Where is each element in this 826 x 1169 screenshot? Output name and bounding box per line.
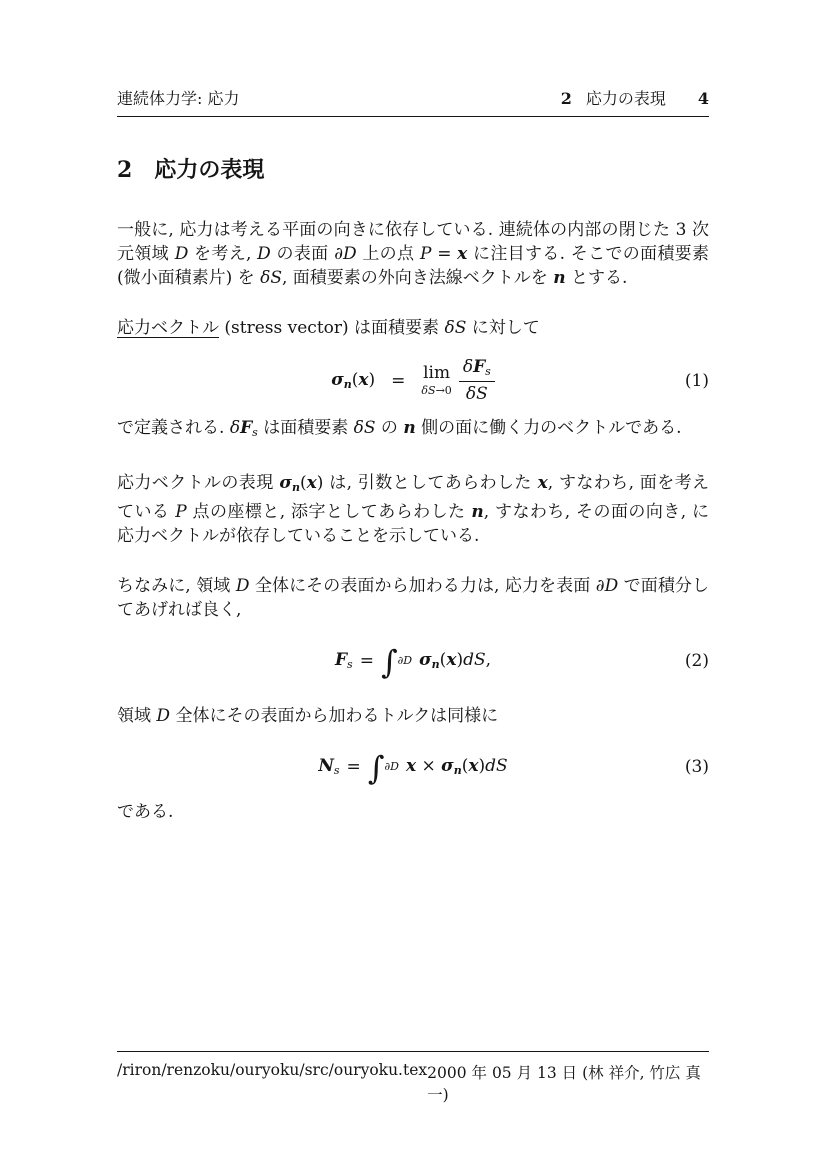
text-segment: 応力ベクトル [117,318,219,338]
text-segment: δ [229,417,241,438]
equation-3-content [318,748,508,787]
text-segment: ( [351,370,359,391]
text-segment: D [257,244,271,264]
header-section-number: 2 [560,89,572,108]
text-segment: ) [456,650,464,671]
text-segment: δS [444,318,467,338]
section-number: 2 [117,157,133,183]
text-segment: x [358,370,369,391]
text-segment: dS [463,650,486,671]
text-segment: 上の点 [356,244,421,264]
text-segment: ( [439,650,447,671]
equation-3-number: (3) [684,756,709,777]
eq1-fraction-numerator [459,358,495,381]
text-segment: 一般に, 応力は考える平面の向きに依存している. 連続体の内部の閉じた [117,220,676,240]
section-heading [117,153,709,184]
text-segment: F [334,650,348,671]
text-segment: δS [353,417,376,438]
header-right [561,86,709,109]
text-segment: s [485,365,491,378]
paragraph-closing [117,800,709,824]
text-segment: P [175,501,187,522]
text-segment: n [471,501,484,522]
text-segment: × [416,756,442,777]
text-segment: である. [117,801,174,822]
text-segment: ∂D [334,244,357,264]
equation-1-number: (1) [684,370,709,391]
text-segment: (stress vector) は面積要素 [219,318,445,338]
text-segment: F [473,357,486,377]
paragraph-dependence [117,471,709,548]
footer-date-authors: 2000 年 05 月 13 日 (林 祥介, 竹広 真一) [427,1064,701,1104]
text-segment: 点の座標と, 添字としてあらわした [186,501,472,522]
text-segment: ) [478,756,486,777]
text-segment: σ [331,370,344,391]
text-segment: 領域 [117,705,157,726]
text-segment: , 面積要素の外向き法線ベクトルを [281,268,554,288]
text-segment: , すなわち, その面の向き, に応力ベクトルが依存していることを示している. [117,501,709,546]
text-segment: dS [485,756,508,777]
eq2-integrand [419,650,491,671]
section-title-text: 応力の表現 [154,157,265,183]
text-segment: σ [419,650,432,671]
text-segment: 側の面に働く力のベクトルである. [415,417,682,438]
paragraph-intro [117,218,709,290]
text-segment: ちなみに, 領域 [117,575,236,596]
eq3-integral-domain [384,760,399,773]
equation-2-number: (2) [684,650,709,671]
text-segment: で面積分してあげれば良く, [117,575,709,620]
text-segment: x [457,244,468,264]
paragraph-stress-vector-def [117,316,709,340]
text-segment: n [291,480,300,494]
page-footer [117,1051,709,1105]
paragraph-total-force [117,574,709,622]
eq3-lhs [318,756,339,777]
eq2-equals: = [359,650,374,671]
text-segment: D [235,575,250,596]
text-segment: s [252,425,258,439]
eq2-lhs [335,650,353,671]
text-segment: x [446,650,457,671]
text-segment: F [240,417,253,438]
footer-file-path: /riron/renzoku/ouryoku/src/ouryoku.tex [117,1061,428,1079]
text-segment: の [375,417,404,438]
text-segment: で定義される. [117,417,230,438]
text-segment: ∂D [595,575,619,596]
text-segment: ) [368,370,376,391]
text-segment: δS [465,384,488,405]
text-segment: D [174,244,189,264]
text-segment: x [468,756,479,777]
text-segment: , [485,650,492,671]
text-segment: D [156,705,171,726]
text-segment: x [306,472,317,493]
header-doc-title: 連続体力学: 応力 [117,89,240,108]
header-section-title: 応力の表現 [585,89,666,108]
text-segment: を考え, [188,244,258,264]
text-segment: 3 [675,220,687,240]
text-segment: N [318,756,334,777]
eq1-lim-label: lim [423,362,451,383]
header-rule [117,116,709,117]
eq1-fraction [459,358,495,404]
text-segment: ∂D [397,654,413,668]
running-header [117,0,709,109]
text-segment: 全体にその表面から加わるトルクは同様に [170,705,499,726]
text-segment: 応力ベクトルの表現 [117,472,280,493]
text-segment: n [403,417,416,438]
eq3-integral-icon: ∫ [367,748,385,787]
text-segment: , すなわち, 面を考えている [117,472,709,522]
eq1-lhs [331,370,375,391]
text-segment: →0 [435,383,452,397]
equation-3 [117,746,709,788]
text-segment: 次元領域 [117,220,709,264]
paragraph-torque [117,704,709,728]
text-segment: δ [462,357,474,377]
eq2-integral-domain [398,654,413,667]
text-segment: n [343,378,352,392]
text-segment: ( [299,472,307,493]
eq2-integral-icon: ∫ [380,642,398,681]
eq1-limit-operator [421,362,452,397]
equation-1-content [331,358,495,404]
text-segment: P [420,244,432,264]
text-segment: に注目する. そこでの面積要素 (微小面積素片) を [117,244,709,288]
text-segment: に対して [466,318,540,338]
equation-1 [117,358,709,404]
text-segment: n [553,268,566,288]
text-segment: x [405,756,417,777]
text-segment: n [453,764,462,778]
text-segment: n [431,658,440,672]
eq3-equals: = [346,756,361,777]
text-segment: ( [461,756,469,777]
text-segment: ∂D [384,760,399,774]
eq1-equals: = [391,370,406,391]
equation-2-content [334,642,492,681]
paragraph-definition-note [117,416,709,445]
text-segment: x [537,472,548,493]
text-segment: s [347,658,353,672]
header-page-number: 4 [697,89,709,108]
text-segment: は面積要素 [257,417,354,438]
text-segment: δS [260,268,282,288]
equation-2 [117,640,709,682]
text-segment: s [333,764,340,778]
text-segment: は, 引数としてあらわした [323,472,538,493]
eq1-fraction-denominator [459,381,495,404]
text-segment: σ [279,472,292,493]
text-segment: ) [316,472,324,493]
text-segment: = [431,244,458,264]
text-segment: の表面 [270,244,335,264]
text-segment: 全体にその表面から加わる力は, 応力を表面 [249,575,596,596]
text-segment: とする. [565,268,628,288]
eq3-integrand [406,756,508,777]
eq1-lim-subscript [421,385,451,397]
text-segment: σ [441,756,454,777]
text-segment: δS [421,383,436,397]
